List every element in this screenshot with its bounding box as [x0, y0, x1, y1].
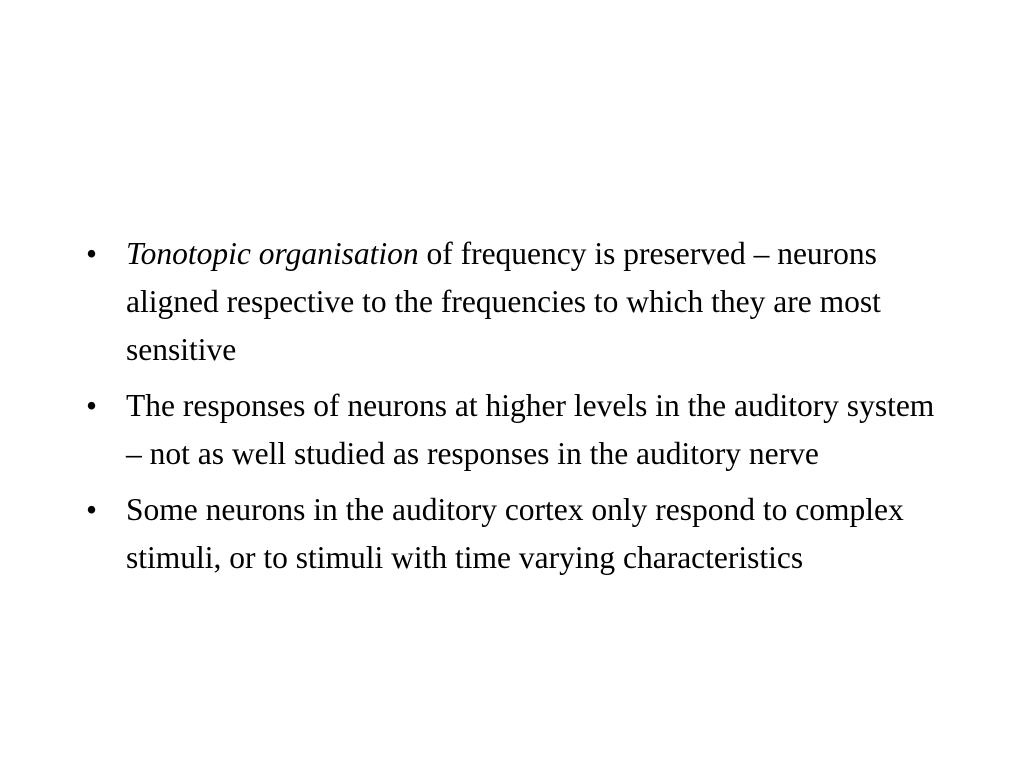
bullet-icon: • [86, 388, 98, 423]
bullet-list [86, 230, 946, 590]
bullet-item-1 [86, 230, 946, 374]
bullet-item-2 [86, 382, 946, 478]
bullet-1-text: of frequency is preserved – neurons aligned respective to the frequencies to which they are most sensitive [126, 236, 881, 367]
bullet-icon: • [86, 492, 98, 527]
bullet-1-italic-lead: Tonotopic organisation [126, 236, 419, 271]
bullet-icon: • [86, 236, 98, 271]
bullet-2-text: The responses of neurons at higher levels in the auditory system – not as well studied as responses in the auditory nerve [126, 388, 935, 471]
bullet-item-3 [86, 486, 946, 582]
bullet-3-text: Some neurons in the auditory cortex only respond to complex stimuli, or to stimuli with time varying characteristics [126, 492, 904, 575]
